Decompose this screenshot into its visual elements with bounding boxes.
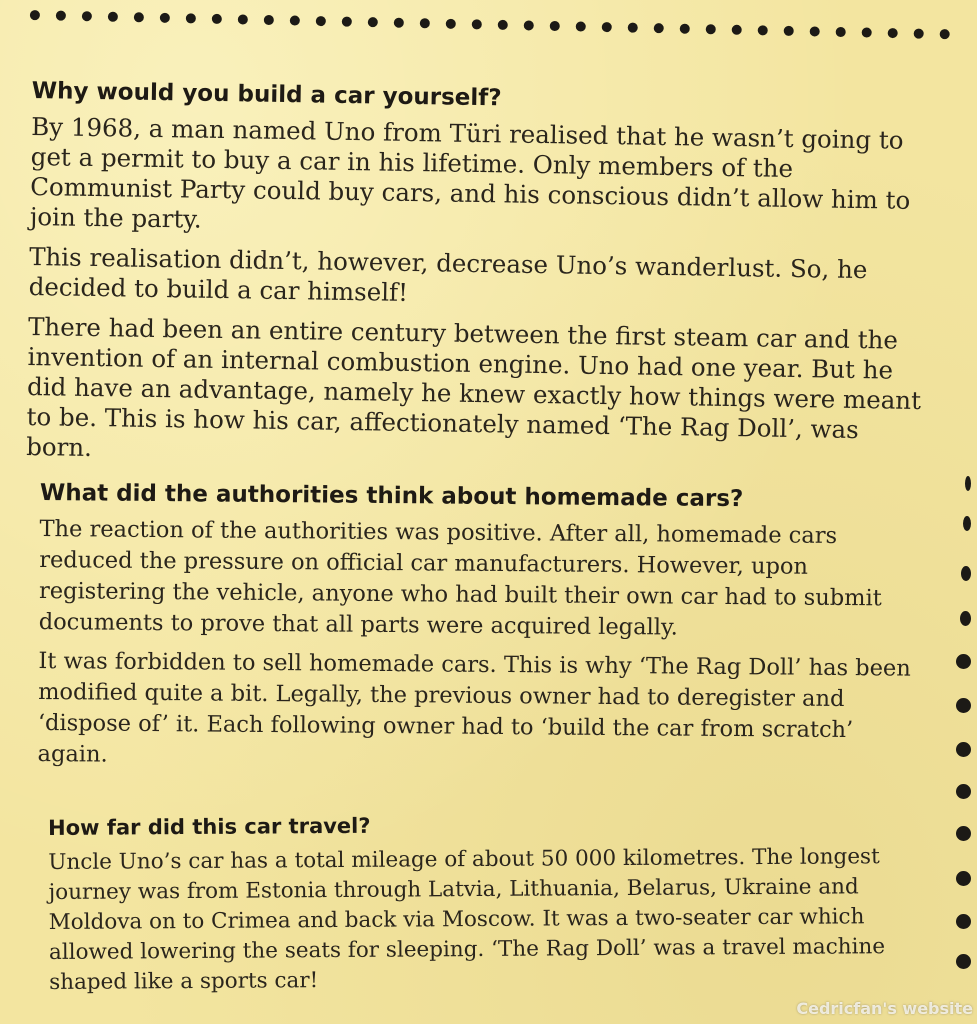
paragraph: There had been an entire century between the first steam car and the invention of an internal combustion engine. Uno had one year. But he did have an advantage, namely he knew exactly how things were meant to be. This is how his car, affectionately named ‘The Rag Doll’, was born. <box>25 311 922 462</box>
paragraph: Uncle Uno’s car has a total mileage of about 50 000 kilometres. The longest journey was from Estonia through Latvia, Lithuania, Belarus, Ukraine and Moldova on to Crimea and back via Moscow. It was a two-seater car which allowed lowering the seats for sleeping. ‘The Rag Doll’ was a travel machine shaped like a sports car! <box>48 844 886 995</box>
section-heading: What did the authorities think about homemade cars? <box>39 480 744 513</box>
paragraph: By 1968, a man named Uno from Türi realised that he wasn’t going to get a permit to buy a car in his lifetime. Only members of the Communist Party could buy cars, and his conscious didn’t allow him to join the party. <box>29 111 911 234</box>
side-dot-border <box>949 476 971 996</box>
section-why-build <box>26 78 937 486</box>
paragraph: It was forbidden to sell homemade cars. This is why ‘The Rag Doll’ has been modified quite a bit. Legally, the previous owner had to deregister and ‘dispose of’ it. Each following owner had to ‘build the car from scratch’ again. <box>37 647 911 768</box>
paragraph: The reaction of the authorities was positive. After all, homemade cars reduced the pressure on official car manufacturers. However, upon registering the vehicle, anyone who had built their own car had to submit documents to prove that all parts were acquired legally. <box>38 515 882 641</box>
section-travel <box>48 810 909 1008</box>
watermark: Cedricfan's website <box>796 999 973 1018</box>
section-heading: How far did this car travel? <box>48 813 371 840</box>
section-heading: Why would you build a car yourself? <box>31 78 502 112</box>
section-authorities <box>37 480 920 786</box>
paragraph: This realisation didn’t, however, decrease Uno’s wanderlust. So, he decided to build a car himself! <box>28 241 868 307</box>
